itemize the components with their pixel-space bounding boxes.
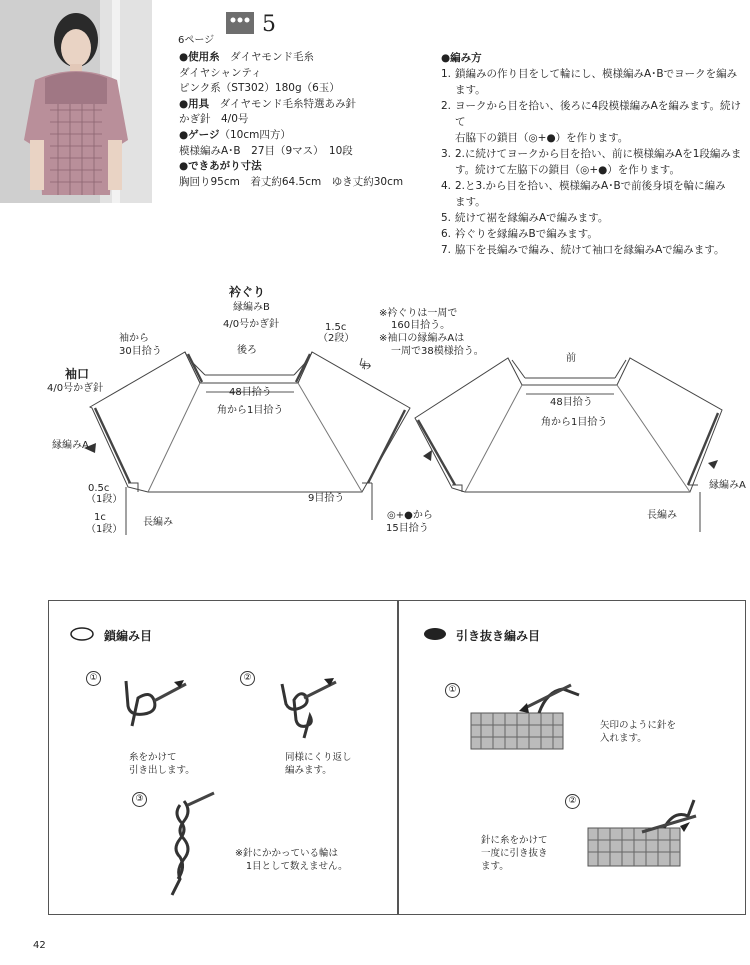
- step-number: ②: [565, 794, 580, 809]
- slip-stitch-panel: [398, 600, 746, 915]
- note-cuff-line2: 一周で38模様拾う。: [391, 346, 484, 357]
- edge-a-left-label: 縁編みA: [52, 440, 89, 451]
- size-15c-label: 1.5c: [325, 322, 347, 333]
- slip-stitch-symbol-icon: [421, 625, 449, 643]
- materials-line: ●使用糸 ダイヤモンド毛糸: [179, 51, 314, 63]
- long-stitch-left-label: 長編み: [143, 517, 173, 528]
- chain-step2-caption-line2: 編みます。: [285, 765, 332, 776]
- step-line: 2. ヨークから目を拾い、後ろに4段模様編みAを編みます。続けて: [441, 100, 742, 128]
- loop-label: わ: [361, 361, 371, 372]
- step-number: ③: [132, 792, 147, 807]
- materials-block: [179, 50, 429, 190]
- step-line: 1. 鎖編みの作り目をして輪にし、模様編みA･Bでヨークを編み: [441, 68, 738, 80]
- note-cuff-line1: ※袖口の縁編みAは: [379, 333, 465, 344]
- note-neck-line1: ※衿ぐりは一周で: [379, 308, 458, 319]
- cuff-title: 袖口: [65, 367, 90, 381]
- sleeve-from-label: 袖から: [119, 333, 149, 344]
- long-stitch-right-label: 長編み: [647, 510, 677, 521]
- chain-step2-illustration: [274, 676, 354, 746]
- neck-edge-label: 縁編みB: [233, 302, 270, 313]
- instructions-title: ●編み方: [441, 52, 482, 64]
- neck-title: 衿ぐり: [229, 285, 266, 299]
- step-number: ②: [240, 671, 255, 686]
- chain-stitch-panel: [48, 600, 398, 915]
- flower-icon: [226, 12, 254, 34]
- corner-front-label: 角から1目拾う: [541, 417, 608, 428]
- slip-stitch-title: 引き抜き編み目: [456, 629, 541, 643]
- front-label: 前: [566, 353, 576, 364]
- step-line: ます。: [455, 84, 486, 96]
- pattern-number: 5: [262, 12, 276, 37]
- step-line: 5. 続けて裾を縁編みAで編みます。: [441, 212, 609, 224]
- note-neck-line2: 160目拾う。: [391, 320, 451, 331]
- step-line: ます。: [455, 196, 486, 208]
- slip-step2-caption-line1: 針に糸をかけて: [481, 835, 548, 846]
- step-line: 4. 2.と3.から目を拾い、模様編みA･Bで前後身頃を輪に編み: [441, 180, 726, 192]
- chain-step3-illustration: [144, 791, 224, 901]
- page-reference: 6ページ: [178, 35, 215, 46]
- materials-line: 胸回り95cm 着丈約64.5cm ゆき丈約30cm: [179, 175, 404, 188]
- step-line: 3. 2.に続けてヨークから目を拾い、前に模様編みAを1段編みま: [441, 148, 742, 160]
- chain-step1-caption-line1: 糸をかけて: [129, 752, 177, 763]
- pick15-label: 15目拾う: [386, 523, 429, 534]
- rows-2-label: （2段）: [318, 333, 355, 344]
- step-line: す。続けて左脇下の鎖目（◎+●）を作ります。: [455, 164, 680, 176]
- size-1c-label: 1c: [94, 512, 106, 523]
- rows-1a-label: （1段）: [86, 494, 123, 505]
- sleeve-pick30-label: 30目拾う: [119, 346, 162, 357]
- chain-step1-caption-line2: 引き出します。: [129, 765, 195, 776]
- pick48-front-label: 48目拾う: [550, 397, 593, 408]
- materials-line: ●ゲージ（10cm四方）: [179, 128, 291, 141]
- rows-1b-label: （1段）: [86, 524, 123, 535]
- chain-stitch-symbol-icon: [68, 625, 96, 643]
- chain-step3-caption-line1: ※針にかかっている輪は: [235, 848, 338, 859]
- materials-line: ●用具 ダイヤモンド毛糸特選あみ針: [179, 97, 356, 110]
- step-line: 右脇下の鎖目（◎+●）を作ります。: [455, 132, 629, 144]
- step-line: 7. 脇下を長編みで編み、続けて袖口を縁編みAで編みます。: [441, 244, 725, 256]
- edge-a-right-label: 縁編みA: [709, 480, 746, 491]
- pattern-badge: [226, 12, 254, 34]
- materials-line: ピンク系（ST302）180g（6玉）: [179, 82, 340, 95]
- pick9-label: 9目拾う: [308, 493, 345, 504]
- chain-step1-illustration: [114, 676, 194, 736]
- corner-back-label: 角から1目拾う: [217, 405, 284, 416]
- model-photo-illustration: [0, 0, 152, 203]
- materials-line: 模様編みA･B 27目（9マス） 10段: [179, 144, 353, 157]
- chain-stitch-title: 鎖編み目: [104, 629, 153, 643]
- neck-hook-label: 4/0号かぎ針: [223, 319, 280, 330]
- materials-line: かぎ針 4/0号: [179, 113, 249, 126]
- chain-step2-caption-line1: 同様にくり返し: [285, 752, 352, 763]
- slip-step1-illustration: [467, 683, 587, 753]
- slip-step1-caption-line2: 入れます。: [600, 733, 647, 744]
- slip-step2-illustration: [584, 796, 704, 871]
- back-label: 後ろ: [237, 345, 257, 356]
- chain-step3-caption-line2: 1目として数えません。: [246, 861, 348, 872]
- step-number: ①: [445, 683, 460, 698]
- cuff-hook-label: 4/0号かぎ針: [47, 383, 104, 394]
- slip-step2-caption-line3: ます。: [481, 861, 509, 872]
- from-marks-label: ◎+●から: [387, 510, 433, 521]
- materials-line: ●できあがり寸法: [179, 160, 262, 173]
- slip-step1-caption-line1: 矢印のように針を: [600, 720, 677, 731]
- model-photo: [0, 0, 152, 203]
- materials-line: ダイヤシャンティ: [179, 66, 262, 79]
- page-number: 42: [33, 940, 46, 951]
- instructions-block: [441, 50, 746, 258]
- slip-step2-caption-line2: 一度に引き抜き: [481, 848, 548, 859]
- step-line: 6. 衿ぐりを縁編みBで編みます。: [441, 228, 598, 240]
- size-05c-label: 0.5c: [88, 483, 110, 494]
- pick48-back-label: 48目拾う: [229, 387, 272, 398]
- step-number: ①: [86, 671, 101, 686]
